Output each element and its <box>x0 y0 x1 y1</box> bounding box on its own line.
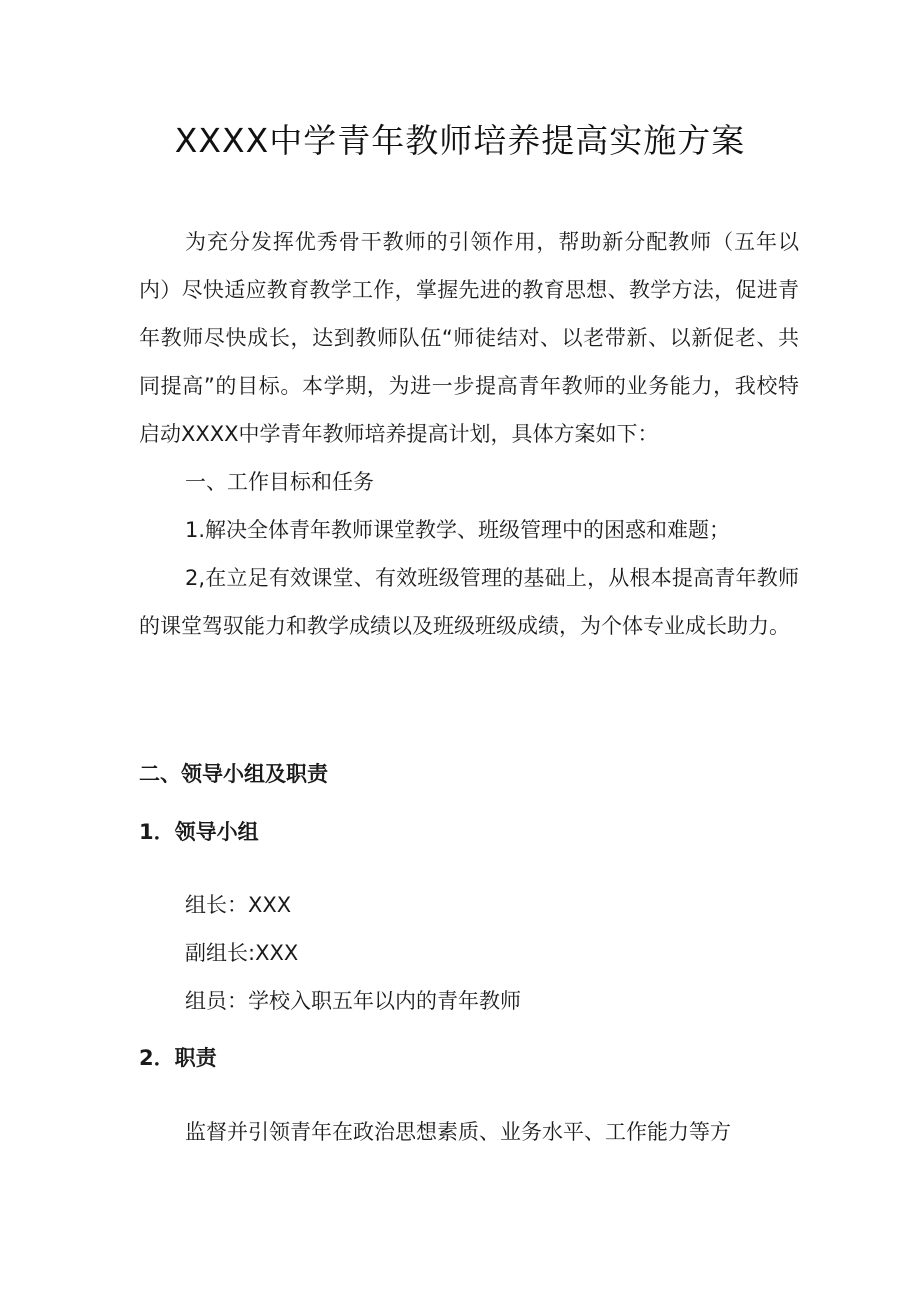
section1-heading: 一、工作目标和任务 <box>185 470 374 494</box>
leadership-group-subheading: 1．领导小组 <box>139 820 259 844</box>
duties-subheading: 2．职责 <box>139 1046 217 1070</box>
duty-paragraph: 监督并引领青年在政治思想素质、业务水平、工作能力等方 <box>185 1120 731 1144</box>
group-leader: 组长：XXX <box>185 893 292 917</box>
goal-item-2: 2,在立足有效课堂、有效班级管理的基础上，从根本提高青年教师的课堂驾驭能力和教学成绩以及班级班级成绩，为个体专业成长助力。 <box>139 566 799 638</box>
group-members: 组员：学校入职五年以内的青年教师 <box>185 989 521 1013</box>
section2-heading: 二、领导小组及职责 <box>139 762 328 786</box>
goal-item-1: 1.解决全体青年教师课堂教学、班级管理中的困惑和难题； <box>185 518 731 542</box>
group-deputy: 副组长:XXX <box>185 941 299 965</box>
intro-paragraph: 为充分发挥优秀骨干教师的引领作用，帮助新分配教师（五年以内）尽快适应教育教学工作，掌握先进的教育思想、教学方法，促进青年教师尽快成长，达到教师队伍“师徒结对、以老带新、以新促老、共同提高”的目标。本学期，为进一步提高青年教师的业务能力，我校特启动XXXX中学青年教师培养提高计划，具体方案如下： <box>139 230 799 446</box>
intro-block <box>139 218 799 650</box>
document-title: XXXX中学青年教师培养提高实施方案 <box>174 121 746 160</box>
